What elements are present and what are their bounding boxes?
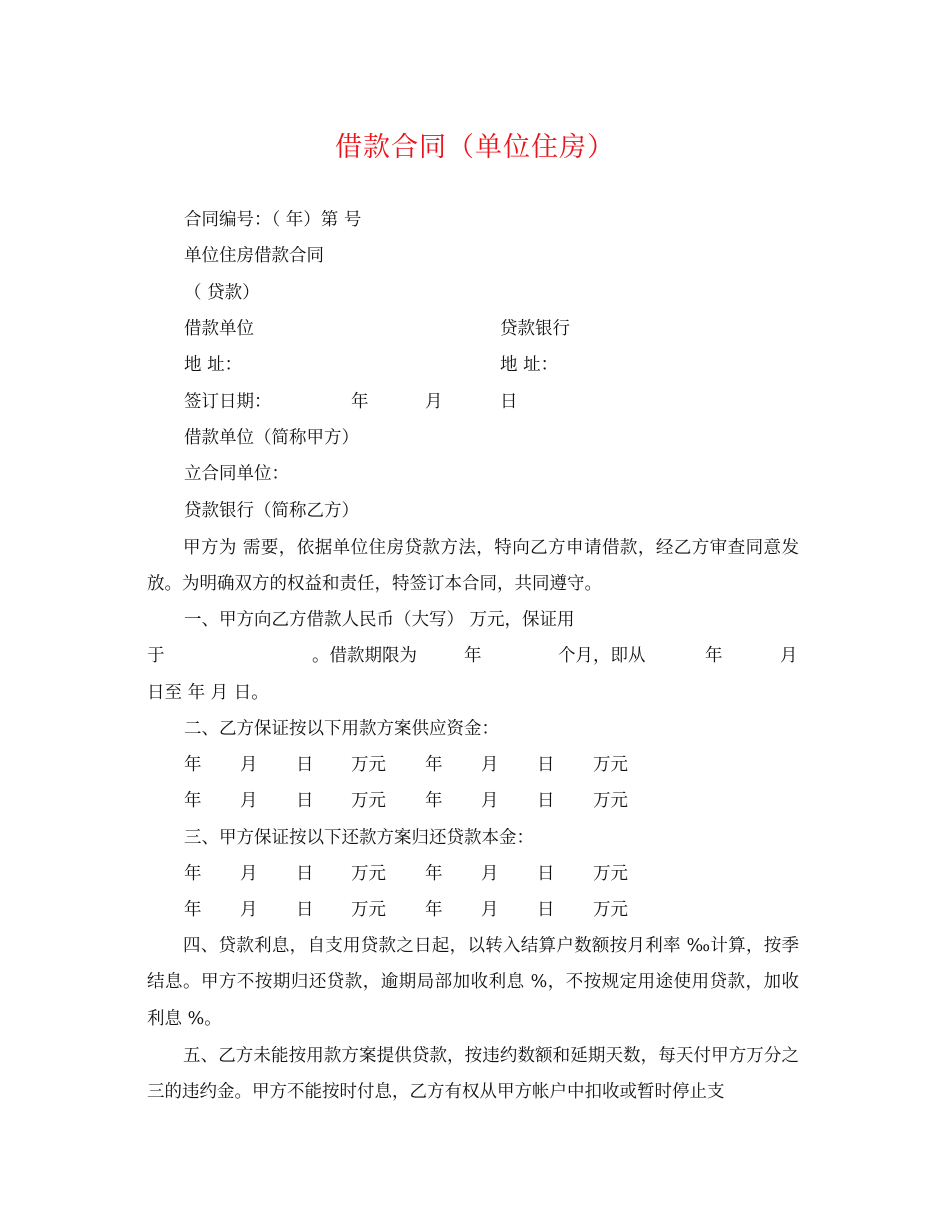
schedule-amount: 万元 [593, 791, 628, 811]
schedule-day: 日 [537, 864, 555, 884]
schedule-year: 年 [425, 755, 443, 775]
schedule-year: 年 [184, 900, 202, 920]
schedule-amount: 万元 [351, 791, 386, 811]
schedule-month: 月 [481, 900, 499, 920]
contracting-unit: 立合同单位： [184, 464, 289, 484]
schedule-month: 月 [240, 900, 258, 920]
schedule-amount: 万元 [593, 755, 628, 775]
sign-date-year: 年 [351, 392, 369, 412]
clause-1-yu: 于 [147, 646, 165, 666]
clause-2-title: 二、乙方保证按以下用款方案供应资金： [184, 719, 499, 739]
schedule-day: 日 [296, 864, 314, 884]
contract-subtitle: 单位住房借款合同 [184, 246, 324, 266]
schedule-month: 月 [240, 864, 258, 884]
schedule-amount: 万元 [351, 900, 386, 920]
clause-1-line-3: 日至 年 月 日。 [147, 683, 269, 703]
clause-1-year: 年 [464, 646, 482, 666]
clause-3-title: 三、甲方保证按以下还款方案归还贷款本金： [184, 828, 534, 848]
clause-1-months-from: 个月，即从 [558, 646, 646, 666]
schedule-amount: 万元 [593, 864, 628, 884]
schedule-year: 年 [425, 791, 443, 811]
intro-paragraph: 甲方为 需要，依据单位住房贷款方法，特向乙方申请借款，经乙方审查同意发放。为明确双方的权益和责任，特签订本合同，共同遵守。 [147, 538, 799, 595]
schedule-year: 年 [184, 755, 202, 775]
schedule-day: 日 [537, 755, 555, 775]
borrower-short: 借款单位（简称甲方） [184, 428, 359, 448]
schedule-month: 月 [240, 755, 258, 775]
clause-1-period: 。借款期限为 [312, 646, 417, 666]
loan-type: （ 贷款） [184, 283, 260, 303]
lender-address-label: 地 址： [500, 355, 559, 375]
schedule-year: 年 [184, 864, 202, 884]
schedule-day: 日 [537, 900, 555, 920]
sign-date-day: 日 [500, 392, 518, 412]
document-title: 借款合同（单位住房） [335, 132, 615, 163]
schedule-amount: 万元 [593, 900, 628, 920]
sign-date-month: 月 [425, 392, 443, 412]
schedule-day: 日 [537, 791, 555, 811]
contract-number: 合同编号：（ 年）第 号 [184, 210, 362, 230]
clause-1-year2: 年 [705, 646, 723, 666]
schedule-month: 月 [240, 791, 258, 811]
schedule-day: 日 [296, 755, 314, 775]
schedule-month: 月 [481, 791, 499, 811]
schedule-year: 年 [184, 791, 202, 811]
schedule-month: 月 [481, 755, 499, 775]
schedule-day: 日 [296, 791, 314, 811]
clause-4-paragraph: 四、贷款利息，自支用贷款之日起，以转入结算户数额按月利率 ‰计算，按季结息。甲方不按期归还贷款，逾期局部加收利息 %，不按规定用途使用贷款，加收利息 %。 [147, 936, 799, 1029]
schedule-month: 月 [481, 864, 499, 884]
schedule-year: 年 [425, 900, 443, 920]
clause-1-month2: 月 [780, 646, 798, 666]
sign-date-label: 签订日期： [184, 392, 272, 412]
lender-label: 贷款银行 [500, 319, 570, 339]
schedule-amount: 万元 [351, 755, 386, 775]
borrower-label: 借款单位 [184, 319, 254, 339]
schedule-day: 日 [296, 900, 314, 920]
clause-1-line-1: 一、甲方向乙方借款人民币（大写） 万元，保证用 [184, 610, 575, 630]
clause-5-paragraph: 五、乙方未能按用款方案提供贷款，按违约数额和延期天数，每天付甲方万分之三的违约金。甲方不能按时付息，乙方有权从甲方帐户中扣收或暂时停止支 [147, 1046, 799, 1103]
schedule-amount: 万元 [351, 864, 386, 884]
lender-short: 贷款银行（简称乙方） [184, 501, 359, 521]
borrower-address-label: 地 址： [184, 355, 243, 375]
schedule-year: 年 [425, 864, 443, 884]
